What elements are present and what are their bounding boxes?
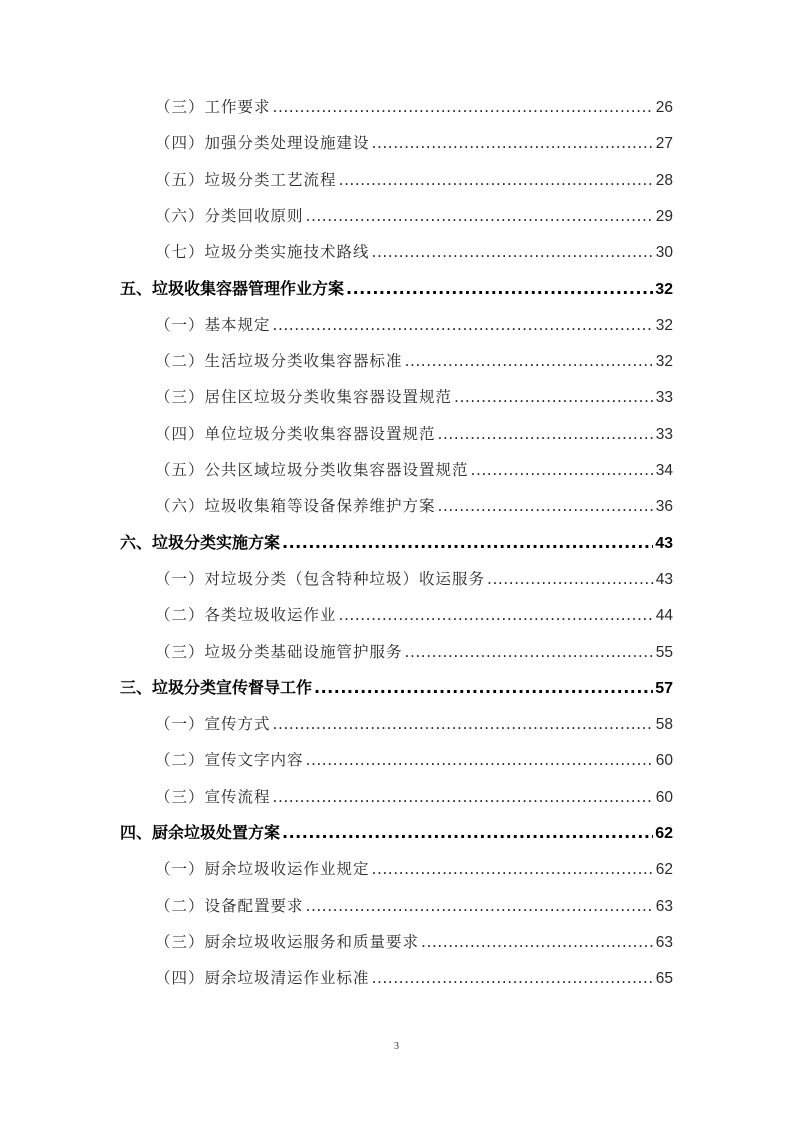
toc-entry-page: 43 bbox=[655, 534, 673, 552]
toc-entry[interactable] bbox=[155, 343, 673, 379]
toc-entry-page: 32 bbox=[655, 280, 673, 298]
dot-leader bbox=[421, 924, 654, 960]
toc-entry[interactable] bbox=[155, 888, 673, 924]
toc-entry[interactable] bbox=[155, 779, 673, 815]
toc-entry-page: 27 bbox=[655, 135, 673, 153]
toc-entry[interactable] bbox=[155, 162, 673, 198]
dot-leader bbox=[273, 706, 654, 742]
toc-entry-title: （四）加强分类处理设施建设 bbox=[155, 134, 370, 153]
dot-leader bbox=[405, 634, 654, 670]
dot-leader bbox=[273, 89, 654, 125]
toc-entry-title: （四）厨余垃圾清运作业标准 bbox=[155, 969, 370, 988]
toc-entry-page: 58 bbox=[655, 716, 673, 734]
dot-leader bbox=[454, 379, 654, 415]
toc-entry-page: 60 bbox=[655, 788, 673, 806]
toc-entry[interactable] bbox=[155, 706, 673, 742]
toc-entry-page: 43 bbox=[655, 570, 673, 588]
dot-leader bbox=[438, 488, 654, 524]
toc-entry-title: （六）分类回收原则 bbox=[155, 206, 304, 225]
toc-entry[interactable] bbox=[155, 742, 673, 778]
toc-section-heading[interactable] bbox=[120, 670, 673, 706]
dot-leader bbox=[282, 525, 653, 561]
toc-entry-page: 60 bbox=[655, 752, 673, 770]
toc-entry-page: 28 bbox=[655, 171, 673, 189]
toc-entry-page: 62 bbox=[655, 861, 673, 879]
dot-leader bbox=[306, 888, 654, 924]
toc-entry-page: 44 bbox=[655, 607, 673, 625]
dot-leader bbox=[471, 452, 654, 488]
toc-entry[interactable] bbox=[155, 234, 673, 270]
toc-entry-title: （一）对垃圾分类（包含特种垃圾）收运服务 bbox=[155, 569, 486, 588]
dot-leader bbox=[314, 670, 653, 706]
toc-entry[interactable] bbox=[155, 307, 673, 343]
toc-entry-page: 55 bbox=[655, 643, 673, 661]
toc-section-heading[interactable] bbox=[120, 815, 673, 851]
toc-entry[interactable] bbox=[155, 924, 673, 960]
toc-entry-page: 33 bbox=[655, 425, 673, 443]
toc-entry-title: （五）垃圾分类工艺流程 bbox=[155, 170, 337, 189]
toc-entry-page: 57 bbox=[655, 679, 673, 697]
toc-entry[interactable] bbox=[155, 634, 673, 670]
toc-entry-page: 30 bbox=[655, 244, 673, 262]
toc-entry-title: （三）宣传流程 bbox=[155, 787, 271, 806]
dot-leader bbox=[372, 851, 654, 887]
toc-entry[interactable] bbox=[155, 597, 673, 633]
toc-entry-title: （三）居住区垃圾分类收集容器设置规范 bbox=[155, 388, 453, 407]
toc-entry-page: 65 bbox=[655, 970, 673, 988]
dot-leader bbox=[372, 234, 654, 270]
toc-entry[interactable] bbox=[155, 379, 673, 415]
toc-entry-title: （四）单位垃圾分类收集容器设置规范 bbox=[155, 424, 436, 443]
toc-entry[interactable] bbox=[155, 488, 673, 524]
toc-entry-page: 33 bbox=[655, 389, 673, 407]
toc-entry[interactable] bbox=[155, 125, 673, 161]
toc-section-heading[interactable] bbox=[120, 525, 673, 561]
toc-entry-title: （七）垃圾分类实施技术路线 bbox=[155, 243, 370, 262]
toc-entry[interactable] bbox=[155, 89, 673, 125]
toc-entry[interactable] bbox=[155, 198, 673, 234]
toc-entry-title: （三）厨余垃圾收运服务和质量要求 bbox=[155, 932, 420, 951]
toc-section-heading[interactable] bbox=[120, 271, 673, 307]
toc-entry-title: （五）公共区域垃圾分类收集容器设置规范 bbox=[155, 461, 469, 479]
toc-entry-title: （三）工作要求 bbox=[155, 98, 271, 116]
toc-entry-title: （二）宣传文字内容 bbox=[155, 751, 304, 770]
toc-entry-page: 63 bbox=[655, 897, 673, 915]
dot-leader bbox=[405, 343, 654, 379]
toc-entry-title: （一）宣传方式 bbox=[155, 715, 271, 734]
toc-entry-title: （二）各类垃圾收运作业 bbox=[155, 606, 337, 625]
toc-entry[interactable] bbox=[155, 960, 673, 996]
dot-leader bbox=[273, 307, 654, 343]
toc-entry[interactable] bbox=[155, 416, 673, 452]
toc-entry-title: 三、垃圾分类宣传督导工作 bbox=[120, 677, 313, 697]
dot-leader bbox=[282, 815, 653, 851]
dot-leader bbox=[346, 271, 653, 307]
dot-leader bbox=[372, 125, 654, 161]
toc-entry-title: （一）厨余垃圾收运作业规定 bbox=[155, 860, 370, 879]
toc-entry-page: 32 bbox=[655, 316, 673, 334]
dot-leader bbox=[487, 561, 654, 597]
dot-leader bbox=[339, 597, 654, 633]
toc-entry-page: 34 bbox=[655, 462, 673, 479]
toc-entry-title: 六、垃圾分类实施方案 bbox=[120, 532, 281, 552]
toc-entry-title: 五、垃圾收集容器管理作业方案 bbox=[120, 278, 345, 298]
toc-entry-page: 63 bbox=[655, 933, 673, 951]
toc-entry-title: 四、厨余垃圾处置方案 bbox=[120, 823, 281, 842]
toc-entry-title: （二）生活垃圾分类收集容器标准 bbox=[155, 352, 403, 371]
toc-entry[interactable] bbox=[155, 851, 673, 887]
toc-entry-page: 62 bbox=[655, 825, 673, 842]
dot-leader bbox=[306, 198, 654, 234]
page-number: 3 bbox=[394, 1041, 399, 1052]
toc-entry-page: 32 bbox=[655, 353, 673, 371]
toc-entry-page: 36 bbox=[655, 498, 673, 516]
dot-leader bbox=[438, 416, 654, 452]
toc-entry-title: （三）垃圾分类基础设施管护服务 bbox=[155, 642, 403, 661]
dot-leader bbox=[372, 960, 654, 996]
dot-leader bbox=[306, 742, 654, 778]
dot-leader bbox=[339, 162, 654, 198]
toc-entry-title: （一）基本规定 bbox=[155, 315, 271, 334]
toc-entry-page: 29 bbox=[655, 207, 673, 225]
toc-entry-page: 26 bbox=[655, 99, 673, 116]
toc-entry[interactable] bbox=[155, 452, 673, 488]
toc-entry[interactable] bbox=[155, 561, 673, 597]
toc-entry-title: （二）设备配置要求 bbox=[155, 896, 304, 915]
dot-leader bbox=[273, 779, 654, 815]
toc-entry-title: （六）垃圾收集箱等设备保养维护方案 bbox=[155, 497, 436, 516]
